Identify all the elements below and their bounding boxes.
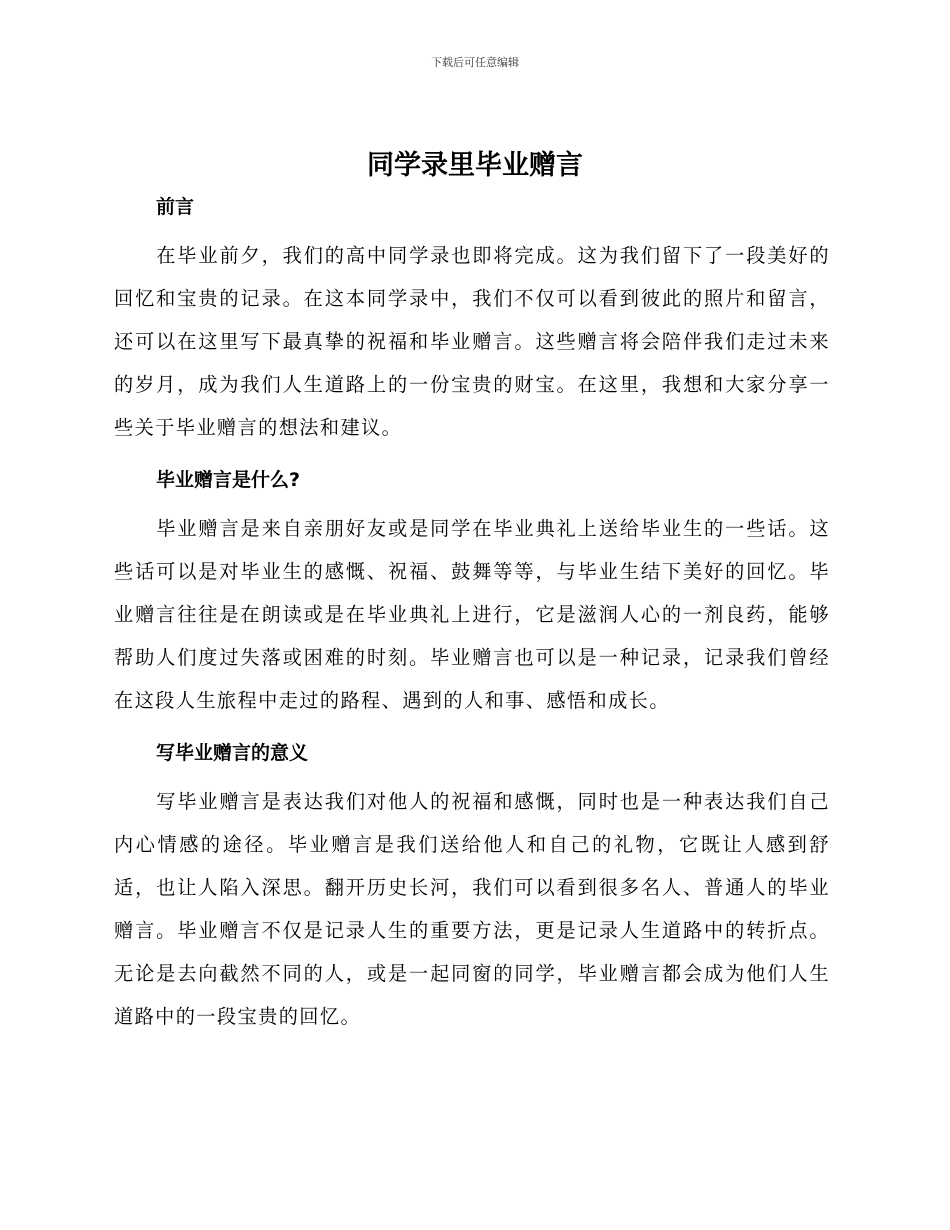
section-paragraph: 毕业赠言是来自亲朋好友或是同学在毕业典礼上送给毕业生的一些话。这些话可以是对毕业生的感慨、祝福、鼓舞等等，与毕业生结下美好的回忆。毕业赠言往往是在朗读或是在毕业典礼上进行，它是滋润人心的一剂良药，能够帮助人们度过失落或困难的时刻。毕业赠言也可以是一种记录，记录我们曾经在这段人生旅程中走过的路程、遇到的人和事、感悟和成长。	[114, 517, 830, 712]
section-meaning	[114, 736, 830, 1038]
section-preface	[114, 190, 830, 449]
header-note: 下载后可任意编辑	[431, 56, 519, 69]
document-body	[114, 190, 830, 1052]
document-title: 同学录里毕业赠言	[367, 150, 583, 181]
section-paragraph: 写毕业赠言是表达我们对他人的祝福和感慨，同时也是一种表达我们自己内心情感的途径。毕业赠言是我们送给他人和自己的礼物，它既让人感到舒适，也让人陷入深思。翻开历史长河，我们可以看到很多名人、普通人的毕业赠言。毕业赠言不仅是记录人生的重要方法，更是记录人生道路中的转折点。无论是去向截然不同的人，或是一起同窗的同学，毕业赠言都会成为他们人生道路中的一段宝贵的回忆。	[114, 790, 830, 1028]
section-paragraph: 在毕业前夕，我们的高中同学录也即将完成。这为我们留下了一段美好的回忆和宝贵的记录。在这本同学录中，我们不仅可以看到彼此的照片和留言，还可以在这里写下最真挚的祝福和毕业赠言。这些赠言将会陪伴我们走过未来的岁月，成为我们人生道路上的一份宝贵的财宝。在这里，我想和大家分享一些关于毕业赠言的想法和建议。	[114, 244, 830, 439]
section-heading: 毕业赠言是什么?	[156, 469, 301, 491]
section-heading: 写毕业赠言的意义	[156, 742, 309, 764]
section-what-is	[114, 463, 830, 722]
section-heading: 前言	[156, 196, 195, 218]
